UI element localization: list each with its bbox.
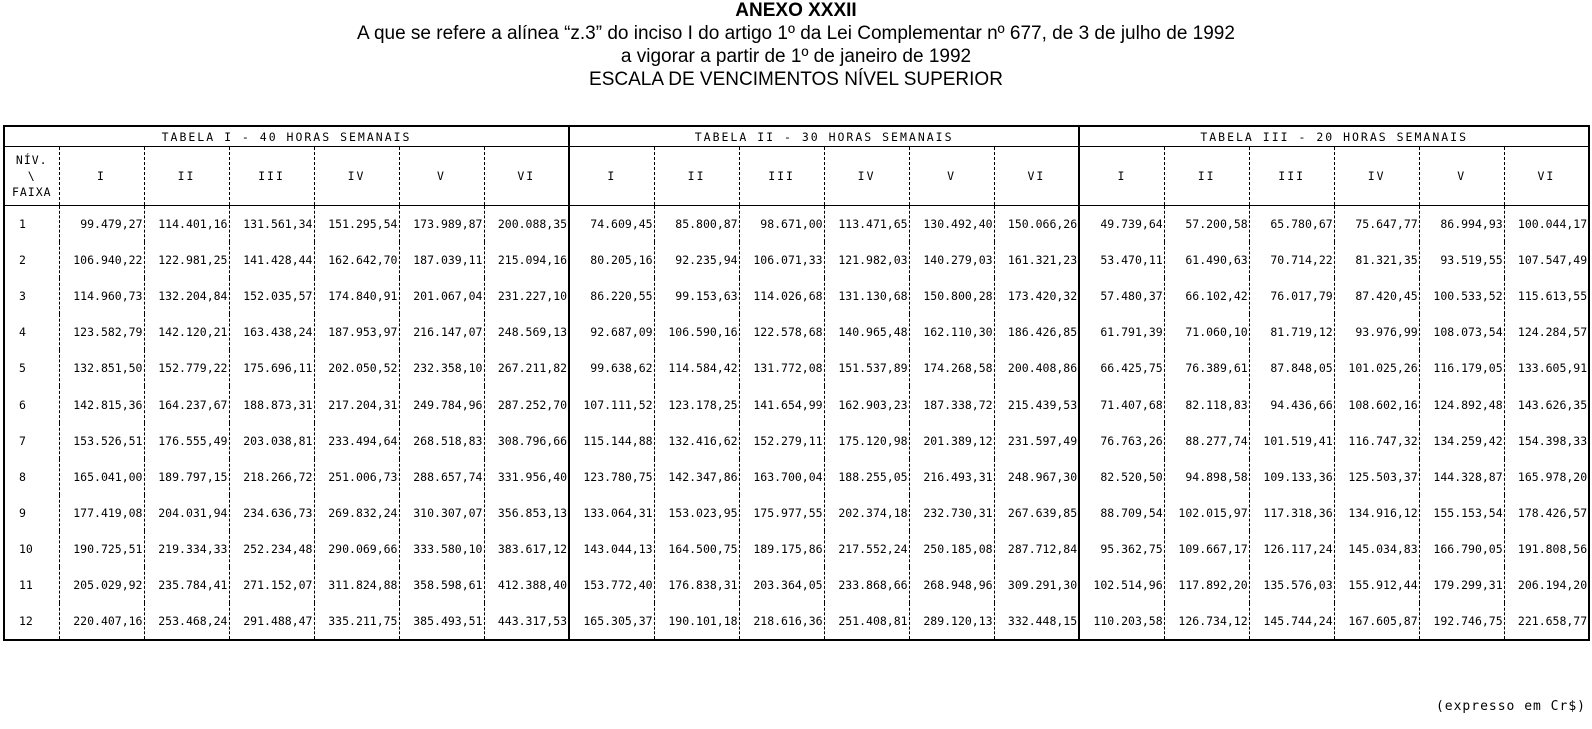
table-row <box>4 314 1589 350</box>
salary-value-cell: 216.493,31 <box>909 459 994 495</box>
salary-value-cell: 88.709,54 <box>1079 495 1164 531</box>
salary-value-cell: 66.425,75 <box>1079 350 1164 386</box>
column-header: I <box>59 147 144 206</box>
salary-value-cell: 114.401,16 <box>144 206 229 243</box>
salary-value-cell: 232.358,10 <box>399 350 484 386</box>
salary-value-cell: 287.712,84 <box>994 531 1079 567</box>
salary-value-cell: 70.714,22 <box>1249 242 1334 278</box>
column-header: II <box>654 147 739 206</box>
salary-value-cell: 116.179,05 <box>1419 350 1504 386</box>
salary-value-cell: 188.873,31 <box>229 386 314 422</box>
salary-value-cell: 190.725,51 <box>59 531 144 567</box>
salary-value-cell: 164.237,67 <box>144 386 229 422</box>
salary-value-cell: 267.211,82 <box>484 350 569 386</box>
salary-value-cell: 108.073,54 <box>1419 314 1504 350</box>
salary-value-cell: 124.892,48 <box>1419 386 1504 422</box>
salary-value-cell: 102.514,96 <box>1079 567 1164 603</box>
salary-value-cell: 86.220,55 <box>569 278 654 314</box>
salary-value-cell: 110.203,58 <box>1079 603 1164 640</box>
salary-value-cell: 165.978,20 <box>1504 459 1589 495</box>
salary-value-cell: 99.638,62 <box>569 350 654 386</box>
salary-value-cell: 76.017,79 <box>1249 278 1334 314</box>
salary-value-cell: 331.956,40 <box>484 459 569 495</box>
salary-value-cell: 134.916,12 <box>1334 495 1419 531</box>
salary-value-cell: 173.989,87 <box>399 206 484 243</box>
salary-value-cell: 131.130,68 <box>824 278 909 314</box>
table-row <box>4 242 1589 278</box>
nivel-faixa-header <box>4 147 59 206</box>
salary-value-cell: 251.006,73 <box>314 459 399 495</box>
salary-value-cell: 202.050,52 <box>314 350 399 386</box>
salary-value-cell: 57.200,58 <box>1164 206 1249 243</box>
nivel-cell: 7 <box>4 423 59 459</box>
column-header: II <box>1164 147 1249 206</box>
salary-value-cell: 202.374,18 <box>824 495 909 531</box>
salary-value-cell: 163.700,04 <box>739 459 824 495</box>
salary-value-cell: 288.657,74 <box>399 459 484 495</box>
salary-value-cell: 122.578,68 <box>739 314 824 350</box>
salary-value-cell: 133.605,91 <box>1504 350 1589 386</box>
nivel-faixa-header-part: FAIXA <box>11 185 52 199</box>
salary-value-cell: 93.519,55 <box>1419 242 1504 278</box>
salary-value-cell: 221.658,77 <box>1504 603 1589 640</box>
effective-date: a vigorar a partir de 1º de janeiro de 1992 <box>620 46 972 67</box>
salary-value-cell: 179.299,31 <box>1419 567 1504 603</box>
salary-value-cell: 289.120,13 <box>909 603 994 640</box>
salary-value-cell: 134.259,42 <box>1419 423 1504 459</box>
salary-value-cell: 117.892,20 <box>1164 567 1249 603</box>
salary-value-cell: 203.038,81 <box>229 423 314 459</box>
salary-value-cell: 99.153,63 <box>654 278 739 314</box>
nivel-cell: 6 <box>4 386 59 422</box>
salary-value-cell: 82.520,50 <box>1079 459 1164 495</box>
salary-value-cell: 130.492,40 <box>909 206 994 243</box>
salary-value-cell: 106.071,33 <box>739 242 824 278</box>
table-group-header: TABELA II - 30 HORAS SEMANAIS <box>569 126 1079 147</box>
salary-value-cell: 124.284,57 <box>1504 314 1589 350</box>
salary-value-cell: 106.940,22 <box>59 242 144 278</box>
nivel-cell: 2 <box>4 242 59 278</box>
salary-value-cell: 189.797,15 <box>144 459 229 495</box>
salary-value-cell: 332.448,15 <box>994 603 1079 640</box>
table-row <box>4 495 1589 531</box>
salary-value-cell: 162.903,23 <box>824 386 909 422</box>
column-header: I <box>569 147 654 206</box>
salary-value-cell: 75.647,77 <box>1334 206 1419 243</box>
salary-value-cell: 153.772,40 <box>569 567 654 603</box>
salary-value-cell: 204.031,94 <box>144 495 229 531</box>
salary-value-cell: 166.790,05 <box>1419 531 1504 567</box>
salary-value-cell: 107.111,52 <box>569 386 654 422</box>
legal-reference: A que se refere a alínea “z.3” do inciso I do artigo 1º da Lei Complementar nº 677, de 3 de julho de 1992 <box>357 23 1235 44</box>
salary-value-cell: 71.060,10 <box>1164 314 1249 350</box>
salary-value-cell: 186.426,85 <box>994 314 1079 350</box>
salary-value-cell: 269.832,24 <box>314 495 399 531</box>
salary-value-cell: 132.416,62 <box>654 423 739 459</box>
salary-scale-table <box>3 125 1590 641</box>
salary-value-cell: 49.739,64 <box>1079 206 1164 243</box>
salary-value-cell: 233.494,64 <box>314 423 399 459</box>
salary-value-cell: 233.868,66 <box>824 567 909 603</box>
salary-value-cell: 65.780,67 <box>1249 206 1334 243</box>
salary-value-cell: 290.069,66 <box>314 531 399 567</box>
salary-value-cell: 131.772,08 <box>739 350 824 386</box>
salary-value-cell: 175.696,11 <box>229 350 314 386</box>
salary-value-cell: 200.408,86 <box>994 350 1079 386</box>
table-row <box>4 603 1589 640</box>
salary-value-cell: 187.338,72 <box>909 386 994 422</box>
salary-value-cell: 173.420,32 <box>994 278 1079 314</box>
salary-value-cell: 232.730,31 <box>909 495 994 531</box>
salary-value-cell: 94.898,58 <box>1164 459 1249 495</box>
salary-value-cell: 217.552,24 <box>824 531 909 567</box>
salary-value-cell: 81.719,12 <box>1249 314 1334 350</box>
salary-value-cell: 94.436,66 <box>1249 386 1334 422</box>
salary-value-cell: 215.094,16 <box>484 242 569 278</box>
salary-value-cell: 150.066,26 <box>994 206 1079 243</box>
salary-value-cell: 291.488,47 <box>229 603 314 640</box>
salary-value-cell: 162.642,70 <box>314 242 399 278</box>
column-header: II <box>144 147 229 206</box>
scale-title: ESCALA DE VENCIMENTOS NÍVEL SUPERIOR <box>589 69 1003 90</box>
salary-value-cell: 141.428,44 <box>229 242 314 278</box>
salary-value-cell: 161.321,23 <box>994 242 1079 278</box>
salary-value-cell: 217.204,31 <box>314 386 399 422</box>
table-row <box>4 459 1589 495</box>
table-group-header: TABELA III - 20 HORAS SEMANAIS <box>1079 126 1589 147</box>
salary-value-cell: 385.493,51 <box>399 603 484 640</box>
salary-value-cell: 267.639,85 <box>994 495 1079 531</box>
salary-value-cell: 311.824,88 <box>314 567 399 603</box>
salary-value-cell: 165.305,37 <box>569 603 654 640</box>
salary-value-cell: 123.780,75 <box>569 459 654 495</box>
salary-value-cell: 206.194,20 <box>1504 567 1589 603</box>
salary-value-cell: 163.438,24 <box>229 314 314 350</box>
salary-value-cell: 219.334,33 <box>144 531 229 567</box>
nivel-cell: 8 <box>4 459 59 495</box>
column-header: IV <box>314 147 399 206</box>
salary-value-cell: 235.784,41 <box>144 567 229 603</box>
salary-value-cell: 335.211,75 <box>314 603 399 640</box>
salary-value-cell: 116.747,32 <box>1334 423 1419 459</box>
salary-value-cell: 101.025,26 <box>1334 350 1419 386</box>
salary-value-cell: 251.408,81 <box>824 603 909 640</box>
salary-value-cell: 99.479,27 <box>59 206 144 243</box>
salary-value-cell: 218.616,36 <box>739 603 824 640</box>
salary-value-cell: 150.800,28 <box>909 278 994 314</box>
salary-value-cell: 132.851,50 <box>59 350 144 386</box>
salary-value-cell: 178.426,57 <box>1504 495 1589 531</box>
salary-value-cell: 108.602,16 <box>1334 386 1419 422</box>
salary-value-cell: 187.039,11 <box>399 242 484 278</box>
salary-value-cell: 144.328,87 <box>1419 459 1504 495</box>
salary-value-cell: 201.067,04 <box>399 278 484 314</box>
group-header-row <box>4 126 1589 147</box>
salary-value-cell: 57.480,37 <box>1079 278 1164 314</box>
salary-value-cell: 121.982,03 <box>824 242 909 278</box>
column-header: V <box>1419 147 1504 206</box>
nivel-faixa-header-part: \ <box>27 169 36 183</box>
salary-value-cell: 234.636,73 <box>229 495 314 531</box>
salary-value-cell: 85.800,87 <box>654 206 739 243</box>
salary-value-cell: 309.291,30 <box>994 567 1079 603</box>
salary-value-cell: 152.279,11 <box>739 423 824 459</box>
salary-value-cell: 205.029,92 <box>59 567 144 603</box>
salary-value-cell: 76.389,61 <box>1164 350 1249 386</box>
salary-value-cell: 114.026,68 <box>739 278 824 314</box>
salary-value-cell: 201.389,12 <box>909 423 994 459</box>
salary-value-cell: 250.185,08 <box>909 531 994 567</box>
salary-value-cell: 95.362,75 <box>1079 531 1164 567</box>
salary-value-cell: 101.519,41 <box>1249 423 1334 459</box>
column-header: III <box>229 147 314 206</box>
salary-value-cell: 74.609,45 <box>569 206 654 243</box>
nivel-faixa-header-part: NÍV. <box>15 153 48 167</box>
salary-value-cell: 175.120,98 <box>824 423 909 459</box>
salary-value-cell: 167.605,87 <box>1334 603 1419 640</box>
salary-value-cell: 87.848,05 <box>1249 350 1334 386</box>
table-row <box>4 386 1589 422</box>
salary-value-cell: 131.561,34 <box>229 206 314 243</box>
salary-value-cell: 287.252,70 <box>484 386 569 422</box>
salary-value-cell: 153.023,95 <box>654 495 739 531</box>
salary-value-cell: 177.419,08 <box>59 495 144 531</box>
salary-value-cell: 358.598,61 <box>399 567 484 603</box>
salary-value-cell: 133.064,31 <box>569 495 654 531</box>
column-header: III <box>739 147 824 206</box>
salary-value-cell: 87.420,45 <box>1334 278 1419 314</box>
salary-value-cell: 100.044,17 <box>1504 206 1589 243</box>
salary-value-cell: 165.041,00 <box>59 459 144 495</box>
salary-value-cell: 152.035,57 <box>229 278 314 314</box>
salary-value-cell: 188.255,05 <box>824 459 909 495</box>
salary-value-cell: 115.144,88 <box>569 423 654 459</box>
salary-value-cell: 154.398,33 <box>1504 423 1589 459</box>
salary-value-cell: 86.994,93 <box>1419 206 1504 243</box>
nivel-cell: 5 <box>4 350 59 386</box>
salary-value-cell: 80.205,16 <box>569 242 654 278</box>
table-group-header: TABELA I - 40 HORAS SEMANAIS <box>4 126 569 147</box>
salary-value-cell: 175.977,55 <box>739 495 824 531</box>
salary-value-cell: 231.597,49 <box>994 423 1079 459</box>
salary-value-cell: 61.791,39 <box>1079 314 1164 350</box>
salary-value-cell: 61.490,63 <box>1164 242 1249 278</box>
salary-value-cell: 142.347,86 <box>654 459 739 495</box>
salary-value-cell: 310.307,07 <box>399 495 484 531</box>
salary-value-cell: 174.840,91 <box>314 278 399 314</box>
salary-value-cell: 192.746,75 <box>1419 603 1504 640</box>
salary-value-cell: 220.407,16 <box>59 603 144 640</box>
salary-value-cell: 143.626,35 <box>1504 386 1589 422</box>
salary-value-cell: 151.537,89 <box>824 350 909 386</box>
salary-value-cell: 200.088,35 <box>484 206 569 243</box>
currency-note: (expresso em Cr$) <box>1435 699 1586 714</box>
salary-table-container <box>3 125 1588 641</box>
salary-value-cell: 271.152,07 <box>229 567 314 603</box>
salary-value-cell: 141.654,99 <box>739 386 824 422</box>
salary-value-cell: 383.617,12 <box>484 531 569 567</box>
nivel-cell: 9 <box>4 495 59 531</box>
salary-value-cell: 98.671,00 <box>739 206 824 243</box>
column-header: I <box>1079 147 1164 206</box>
nivel-cell: 4 <box>4 314 59 350</box>
salary-value-cell: 126.117,24 <box>1249 531 1334 567</box>
salary-value-cell: 109.667,17 <box>1164 531 1249 567</box>
salary-value-cell: 248.569,13 <box>484 314 569 350</box>
column-header: V <box>909 147 994 206</box>
salary-value-cell: 114.584,42 <box>654 350 739 386</box>
salary-value-cell: 253.468,24 <box>144 603 229 640</box>
salary-value-cell: 218.266,72 <box>229 459 314 495</box>
column-header: III <box>1249 147 1334 206</box>
salary-value-cell: 113.471,65 <box>824 206 909 243</box>
salary-value-cell: 151.295,54 <box>314 206 399 243</box>
table-row <box>4 567 1589 603</box>
document-header <box>0 0 1592 91</box>
salary-value-cell: 216.147,07 <box>399 314 484 350</box>
salary-value-cell: 162.110,30 <box>909 314 994 350</box>
salary-value-cell: 268.948,96 <box>909 567 994 603</box>
column-header: VI <box>484 147 569 206</box>
salary-value-cell: 443.317,53 <box>484 603 569 640</box>
salary-value-cell: 333.580,10 <box>399 531 484 567</box>
salary-value-cell: 143.044,13 <box>569 531 654 567</box>
table-row <box>4 423 1589 459</box>
salary-value-cell: 215.439,53 <box>994 386 1079 422</box>
salary-value-cell: 176.838,31 <box>654 567 739 603</box>
salary-value-cell: 114.960,73 <box>59 278 144 314</box>
column-header: VI <box>994 147 1079 206</box>
salary-value-cell: 88.277,74 <box>1164 423 1249 459</box>
salary-value-cell: 268.518,83 <box>399 423 484 459</box>
salary-value-cell: 71.407,68 <box>1079 386 1164 422</box>
column-header: V <box>399 147 484 206</box>
column-header: IV <box>1334 147 1419 206</box>
nivel-cell: 3 <box>4 278 59 314</box>
salary-value-cell: 93.976,99 <box>1334 314 1419 350</box>
salary-value-cell: 249.784,96 <box>399 386 484 422</box>
salary-value-cell: 142.815,36 <box>59 386 144 422</box>
salary-value-cell: 176.555,49 <box>144 423 229 459</box>
salary-value-cell: 155.912,44 <box>1334 567 1419 603</box>
salary-value-cell: 53.470,11 <box>1079 242 1164 278</box>
salary-value-cell: 164.500,75 <box>654 531 739 567</box>
salary-value-cell: 123.178,25 <box>654 386 739 422</box>
salary-value-cell: 123.582,79 <box>59 314 144 350</box>
salary-value-cell: 412.388,40 <box>484 567 569 603</box>
salary-value-cell: 117.318,36 <box>1249 495 1334 531</box>
salary-value-cell: 308.796,66 <box>484 423 569 459</box>
salary-value-cell: 140.965,48 <box>824 314 909 350</box>
nivel-cell: 11 <box>4 567 59 603</box>
salary-value-cell: 81.321,35 <box>1334 242 1419 278</box>
salary-value-cell: 126.734,12 <box>1164 603 1249 640</box>
salary-value-cell: 191.808,56 <box>1504 531 1589 567</box>
salary-value-cell: 189.175,86 <box>739 531 824 567</box>
salary-value-cell: 248.967,30 <box>994 459 1079 495</box>
column-header: IV <box>824 147 909 206</box>
salary-value-cell: 100.533,52 <box>1419 278 1504 314</box>
salary-value-cell: 145.744,24 <box>1249 603 1334 640</box>
table-row <box>4 278 1589 314</box>
table-row <box>4 531 1589 567</box>
salary-value-cell: 174.268,58 <box>909 350 994 386</box>
salary-value-cell: 115.613,55 <box>1504 278 1589 314</box>
nivel-cell: 12 <box>4 603 59 640</box>
salary-value-cell: 187.953,97 <box>314 314 399 350</box>
salary-value-cell: 252.234,48 <box>229 531 314 567</box>
salary-value-cell: 92.687,09 <box>569 314 654 350</box>
salary-value-cell: 106.590,16 <box>654 314 739 350</box>
salary-value-cell: 145.034,83 <box>1334 531 1419 567</box>
nivel-cell: 1 <box>4 206 59 243</box>
salary-value-cell: 132.204,84 <box>144 278 229 314</box>
salary-value-cell: 356.853,13 <box>484 495 569 531</box>
salary-value-cell: 203.364,05 <box>739 567 824 603</box>
column-header-row <box>4 147 1589 206</box>
salary-value-cell: 109.133,36 <box>1249 459 1334 495</box>
table-row <box>4 350 1589 386</box>
salary-value-cell: 152.779,22 <box>144 350 229 386</box>
salary-value-cell: 190.101,18 <box>654 603 739 640</box>
salary-value-cell: 231.227,10 <box>484 278 569 314</box>
salary-value-cell: 155.153,54 <box>1419 495 1504 531</box>
annex-title: ANEXO XXXII <box>735 0 857 21</box>
salary-value-cell: 135.576,03 <box>1249 567 1334 603</box>
salary-value-cell: 107.547,49 <box>1504 242 1589 278</box>
nivel-cell: 10 <box>4 531 59 567</box>
salary-value-cell: 142.120,21 <box>144 314 229 350</box>
salary-value-cell: 122.981,25 <box>144 242 229 278</box>
column-header: VI <box>1504 147 1589 206</box>
salary-value-cell: 102.015,97 <box>1164 495 1249 531</box>
salary-value-cell: 66.102,42 <box>1164 278 1249 314</box>
salary-value-cell: 153.526,51 <box>59 423 144 459</box>
salary-value-cell: 76.763,26 <box>1079 423 1164 459</box>
salary-value-cell: 140.279,03 <box>909 242 994 278</box>
salary-value-cell: 92.235,94 <box>654 242 739 278</box>
salary-value-cell: 125.503,37 <box>1334 459 1419 495</box>
salary-value-cell: 82.118,83 <box>1164 386 1249 422</box>
table-row <box>4 206 1589 243</box>
